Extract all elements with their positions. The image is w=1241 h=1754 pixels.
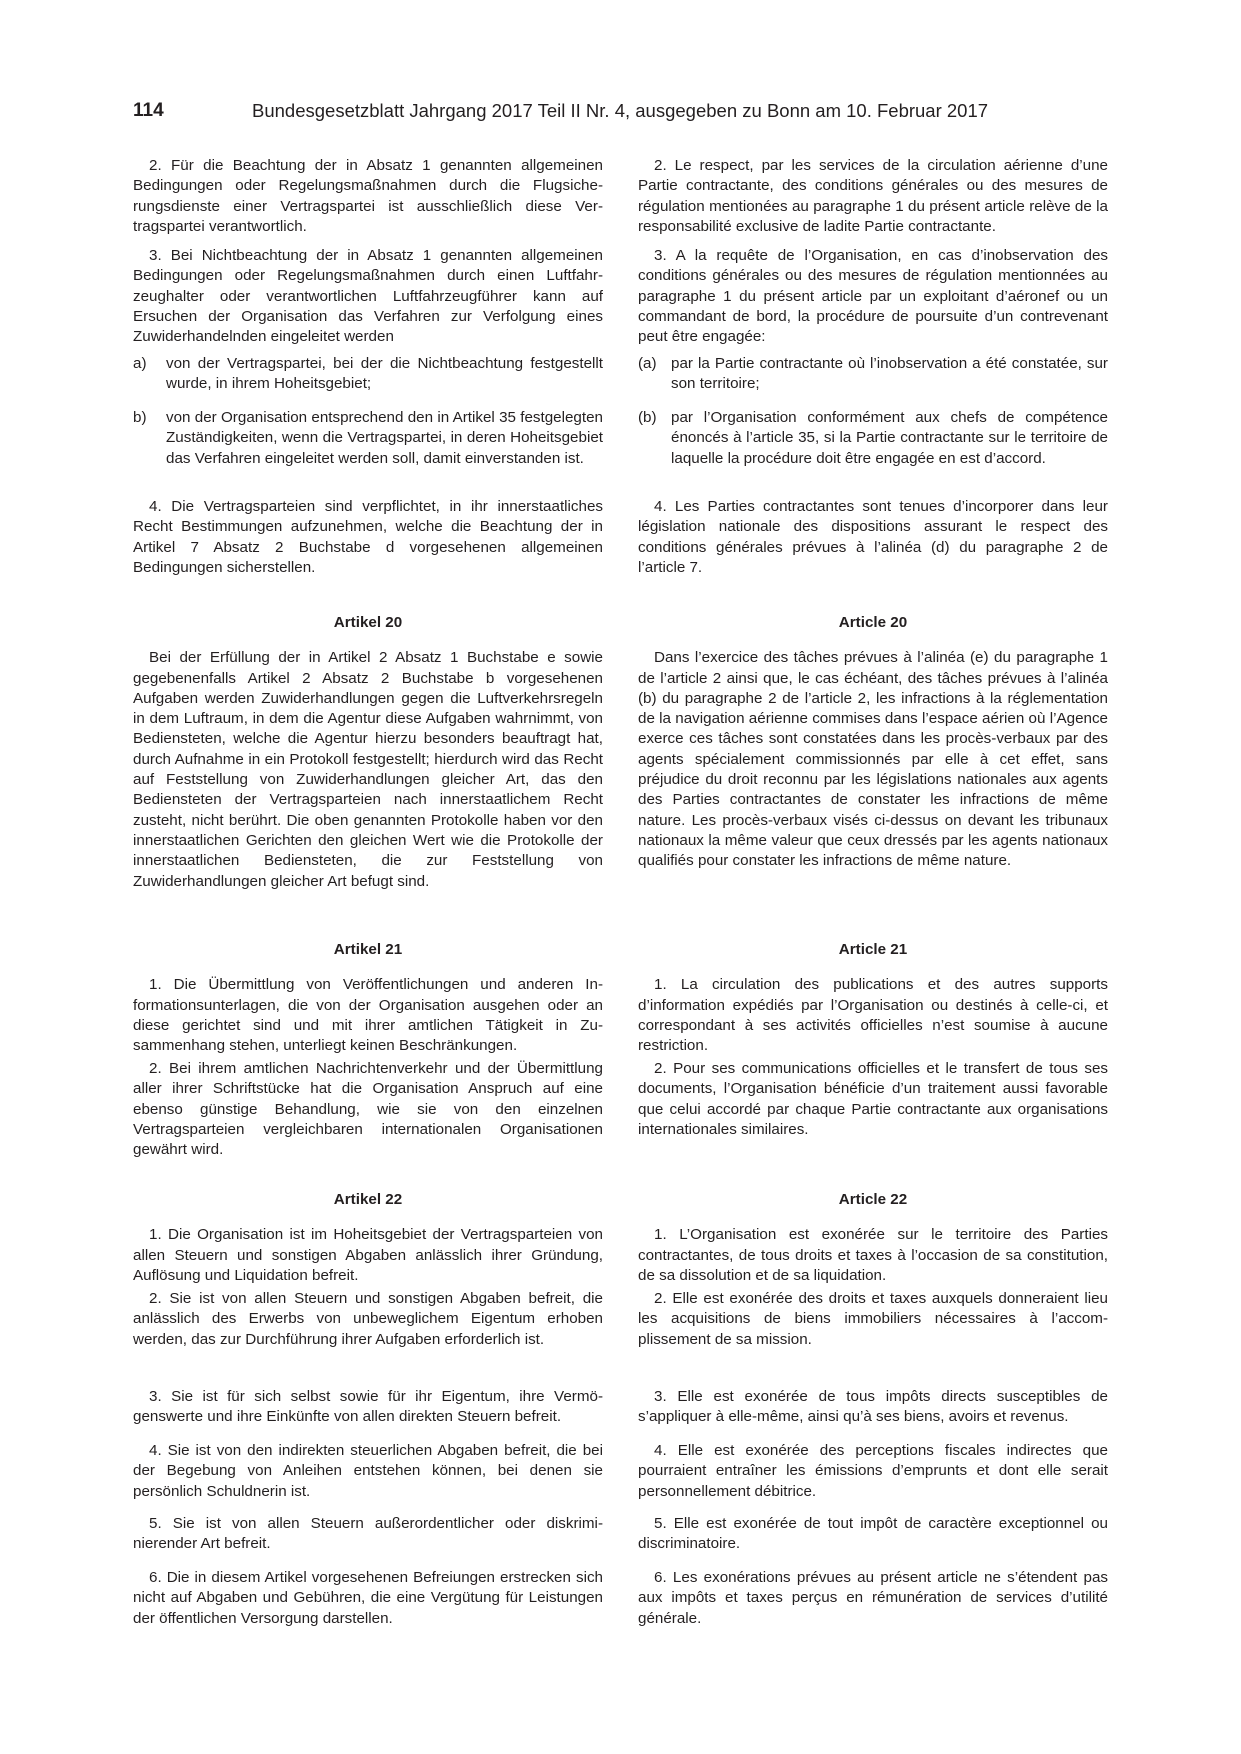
de-art22	[133, 1190, 603, 1286]
de-art22-para-4	[133, 1441, 603, 1502]
paragraph: 4. Les Parties contractantes sont tenues d’incorporer dans leur législation nationale des dispositions assurant le respect des conditions générales prévues à l’alinéa (d) du paragraphe 2 de l’article 7.	[638, 498, 1108, 576]
item-text: von der Organisation entsprechend den in Artikel 35 festgelegten Zuständigkeiten, wenn die Vertragspartei, in deren Hoheitsgebiet das Verfahren eingeleitet werden soll, damit einverstanden ist.	[166, 409, 603, 467]
fr-art19-para-4	[638, 497, 1108, 578]
running-title: Bundesgesetzblatt Jahrgang 2017 Teil II Nr. 4, ausgegeben zu Bonn am 10. Februar 2017	[252, 100, 989, 121]
paragraph: 2. Le respect, par les services de la circulation aérienne d’une Partie contractante, des conditions générales ou des mesures de régulation mentionées au paragraphe 1 du présent article relève de la responsabilité exclusive de ladite Partie contractante.	[638, 157, 1108, 235]
list-item	[638, 408, 1108, 469]
paragraph: Bei der Erfüllung der in Artikel 2 Absatz 1 Buchstabe e sowie gegebenenfalls Artikel 2 Absatz 2 Buchstabe b vorgesehenen Aufgaben werden Zuwiderhandlungen gegen die Luftverkehrsregeln in dem Luftraum, in dem die Agentur diese Aufgaben wahrnimmt, von Bediensteten, welche die Agentur hierzu besonders beauftragt hat, durch Aufnahme in ein Protokoll festgestellt; hierdurch wird das Recht auf Feststellung von Zuwiderhandlungen gleicher Art, das den Bediensteten der Vertragsparteien nach innerstaatlichem Recht zusteht, nicht berührt. Die oben genannten Protokolle haben vor den innerstaatlichen Gerichten den gleichen Wert wie die Protokolle der innerstaatlichen Bediensteten, die zur Feststellung von Zuwiderhandlungen gleicher Art befugt sind.	[133, 649, 603, 890]
item-text: von der Vertragspartei, bei der die Nichtbeachtung festgestellt wurde, in ihrem Hoheitsgebiet;	[166, 355, 603, 393]
article-heading: Artikel 21	[333, 941, 403, 958]
item-label: b)	[133, 409, 147, 426]
paragraph: 2. Elle est exonérée des droits et taxes auxquels donneraient lieu les acquisitions de biens immobiliers nécessaires à l’accomplissement de sa mission.	[638, 1290, 1108, 1348]
paragraph: 1. L’Organisation est exonérée sur le territoire des Parties contractantes, de tous droits et taxes à l’occasion de sa constitution, de sa dissolution et de sa liquidation.	[638, 1226, 1108, 1284]
item-text: par la Partie contractante où l’inobservation a été constatée, sur son territoire;	[671, 355, 1108, 393]
fr-art22-para-4	[638, 1441, 1108, 1502]
page-number: 114	[133, 100, 164, 121]
article-heading: Artikel 20	[333, 614, 403, 631]
paragraph: 1. La circulation des publications et des autres supports d’information expédiés par l’Organisation ou destinés à celle-ci, et correspondant à ses activités officielles n’est soumise à aucune restriction.	[638, 976, 1108, 1055]
fr-art21	[638, 940, 1108, 1056]
paragraph: 2. Für die Beachtung der in Absatz 1 genannten allgemeinen Bedingungen oder Regelungsmaßnahmen durch die Flugsicherungsdienste einer Vertragspartei ist ausschließlich diese Vertragspartei verantwortlich.	[133, 157, 603, 235]
paragraph: 2. Bei ihrem amtlichen Nachrichtenverkehr und der Übermittlung aller ihrer Schriftstücke hat die Organisation Anspruch auf eine ebenso günstige Behandlung, wie sie von den einzelnen Vertragsparteien vergleichbaren internationalen Organisationen gewährt wird.	[133, 1060, 603, 1159]
fr-art20	[638, 613, 1108, 872]
article-heading: Article 20	[838, 614, 908, 631]
de-art19-para-2	[133, 156, 603, 237]
de-art22-para-3	[133, 1387, 603, 1428]
fr-art19-para-2	[638, 156, 1108, 237]
de-art19-para-4	[133, 497, 603, 578]
de-art20	[133, 613, 603, 892]
paragraph: 1. Die Organisation ist im Hoheitsgebiet der Vertragsparteien von allen Steuern und sonstigen Abgaben anlässlich ihrer Gründung, Auflösung und Liquidation befreit.	[133, 1226, 603, 1284]
fr-art19-item-a	[638, 354, 1108, 395]
item-label: (b)	[638, 409, 657, 426]
paragraph: 6. Les exonérations prévues au présent article ne s’étendent pas aux impôts et taxes perçus en rémunération de services d’utilité générale.	[638, 1569, 1108, 1627]
article-heading: Article 22	[838, 1191, 908, 1208]
fr-art22-para-5	[638, 1514, 1108, 1555]
paragraph: 3. Elle est exonérée de tous impôts directs susceptibles de s’appliquer à elle-même, ainsi qu’à ses biens, avoirs et revenus.	[638, 1388, 1108, 1426]
paragraph: 4. Die Vertragsparteien sind verpflichtet, in ihr innerstaatliches Recht Bestimmungen aufzunehmen, welche die Beachtung der in Artikel 7 Absatz 2 Buchstabe d vorgesehenen allgemeinen Bedingungen sicherstellen.	[133, 498, 603, 576]
de-art19-item-a	[133, 354, 603, 395]
de-art19-item-b	[133, 408, 603, 469]
de-art22-para-5	[133, 1514, 603, 1555]
fr-art21-para-2	[638, 1059, 1108, 1140]
page-header	[133, 100, 1093, 128]
paragraph: 4. Elle est exonérée des perceptions fiscales indirectes que pourraient entraîner les émissions d’emprunts et dont elle serait personnellement débitrice.	[638, 1442, 1108, 1500]
paragraph: Dans l’exercice des tâches prévues à l’alinéa (e) du paragraphe 1 de l’article 2 ainsi que, le cas échéant, des tâches prévues à l’alinéa (b) du paragraphe 2 de l’article 2, les infractions à la réglementation de la navigation aérienne commises dans l’espace aérien où l’Agence exerce ces tâches sont constatées dans les procès-verbaux par des agents spécialement commissionnés par elle à cet effet, sans préjudice du droit reconnu par les législations nationales aux agents des Parties contractantes de constater les infractions de même nature. Les procès-verbaux visés ci-dessus on devant les tribunaux nationaux la même valeur que ceux dressés par les agents nationaux qualifiés pour constater les infractions de même nature.	[638, 649, 1108, 870]
paragraph: 3. Bei Nichtbeachtung der in Absatz 1 genannten allgemeinen Bedingungen oder Regelungsmaßnahmen durch einen Luftfahrzeughalter oder verantwortlichen Luftfahrzeugführer kann auf Ersuchen der Organisation das Verfahren zur Verfolgung eines Zuwiderhandelnden eingeleitet werden	[133, 247, 603, 346]
list-item	[133, 354, 603, 395]
item-text: par l’Organisation conformément aux chefs de compétence énoncés à l’article 35, si la Partie contractante sur le territoire de laquelle la procédure doit être engagée en est d’accord.	[671, 409, 1108, 467]
paragraph: 2. Sie ist von allen Steuern und sonstigen Abgaben befreit, die anlässlich des Erwerbs von unbeweglichem Eigentum erhoben werden, das zur Durchführung ihrer Aufgaben erforderlich ist.	[133, 1290, 603, 1348]
fr-art22-para-6	[638, 1568, 1108, 1629]
fr-art19-item-b	[638, 408, 1108, 469]
paragraph: 3. A la requête de l’Organisation, en cas d’inobservation des conditions générales ou des mesures de régulation mentionnées au paragraphe 1 du présent article par un exploitant d’aéronef ou un commandant de bord, la procédure de poursuite d’un contrevenant peut être engagée:	[638, 247, 1108, 346]
de-art21-para-2	[133, 1059, 603, 1160]
fr-art22-para-2	[638, 1289, 1108, 1350]
de-art22-para-6	[133, 1568, 603, 1629]
paragraph: 3. Sie ist für sich selbst sowie für ihr Eigentum, ihre Vermögenswerte und ihre Einkünfte von allen direkten Steuern befreit.	[133, 1388, 603, 1426]
paragraph: 2. Pour ses communications officielles et le transfert de tous ses documents, l’Organisation bénéficie d’un traitement aussi favorable que celui accordé par chaque Partie contractante aux organisations internationales similaires.	[638, 1060, 1108, 1138]
de-art19-para-3	[133, 246, 603, 347]
paragraph: 4. Sie ist von den indirekten steuerlichen Abgaben befreit, die bei der Begebung von Anleihen entstehen können, bei denen sie persönlich Schuldnerin ist.	[133, 1442, 603, 1500]
de-art21	[133, 940, 603, 1056]
fr-art22	[638, 1190, 1108, 1286]
paragraph: 5. Sie ist von allen Steuern außerordentlicher oder diskriminierender Art befreit.	[133, 1515, 603, 1553]
fr-art19-para-3	[638, 246, 1108, 347]
paragraph: 6. Die in diesem Artikel vorgesehenen Befreiungen erstrecken sich nicht auf Abgaben und Gebühren, die eine Vergütung für Leistungen der öffentlichen Versorgung darstellen.	[133, 1569, 603, 1627]
list-item	[638, 354, 1108, 395]
item-label: (a)	[638, 355, 657, 372]
article-heading: Article 21	[838, 941, 908, 958]
paragraph: 5. Elle est exonérée de tout impôt de caractère exceptionnel ou discriminatoire.	[638, 1515, 1108, 1553]
de-art22-para-2	[133, 1289, 603, 1350]
paragraph: 1. Die Übermittlung von Veröffentlichungen und anderen Informationsunterlagen, die von der Organisation ausgehen oder an diese gerichtet sind und mit ihrer amtlichen Tätigkeit in Zusammenhang stehen, unterliegt keinen Beschränkungen.	[133, 976, 603, 1055]
item-label: a)	[133, 355, 147, 372]
article-heading: Artikel 22	[333, 1191, 403, 1208]
list-item	[133, 408, 603, 469]
fr-art22-para-3	[638, 1387, 1108, 1428]
